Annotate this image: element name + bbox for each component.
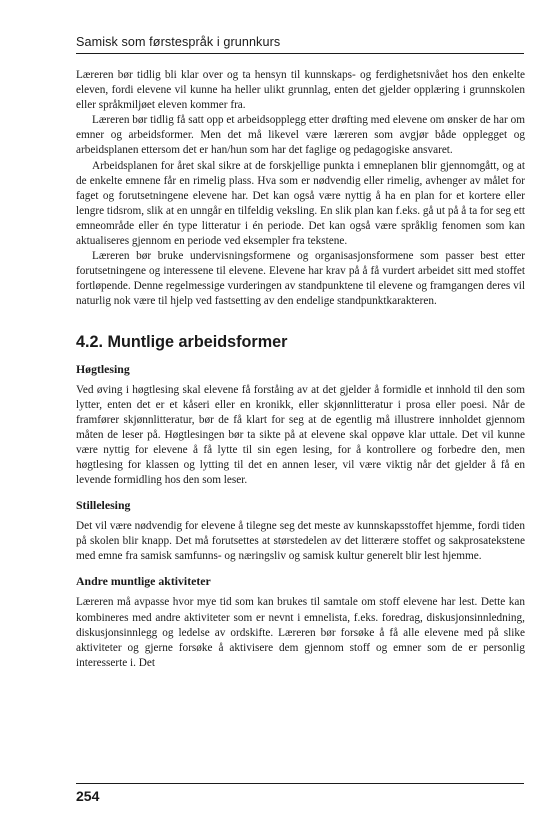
subsection-paragraph-hogtlesing: Ved øving i høgtlesing skal elevene få forståing av at det gjelder å formidle et innhold til den som lytter, enten det er et kåseri eller en kronikk, eller skjønnlitteratur i prosa eller poesi. Når de framfører skjønnlitteratur, bør de få klart for seg at de egentlig må illustrere innholdet gjennom måten de leser på. Høgtlesingen bør ta sikte på at elevene skal oppøve klar uttale. Det vil kunne være nyttig for elevene å få lytte til sin egen lesing, for å kontrollere og forbedre den, men høgtlesing for klassen og lytting til det en annen leser, vil være viktig når det gjelder å få en levende formidling hos den som leser. — [76, 383, 525, 487]
subsection-heading-andre-aktiviteter: Andre muntlige aktiviteter — [76, 574, 211, 589]
intro-paragraph: Arbeidsplanen for året skal sikre at de forskjellige punkta i emneplanen blir gjennomgått, og at de enkelte emnene får en rimelig plass. Hva som er nødvendig eller rimelig, avhenger av målet for faget og forutsetningene elevene har. Det kan også være nyttig å ha en plan for et kortere eller lengre tidsrom, slik at en unngår en tilfeldig veksling. En slik plan kan f.eks. gå ut på å ta for seg ett emneområde eller én type litteratur i én periode. Det kan også være språklig fenomen som kan aktualiseres gjennom en periode ved eksempler fra tekstene. — [76, 159, 525, 248]
intro-paragraph: Læreren bør tidlig få satt opp et arbeidsopplegg etter drøfting med elevene om ønsker de har om emner og arbeidsformer. Men det må likevel være læreren som avgjør både opplegget og arbeidsplanen ettersom det er han/hun som har det faglige og pedagogiske ansvaret. — [76, 114, 525, 157]
page-body — [76, 68, 525, 671]
header-rule — [76, 53, 524, 54]
intro-paragraph: Læreren bør bruke undervisningsformene og organisasjonsformene som passer best etter forutsetningene og interessene til elevene. Elevene har krav på å få vurdert arbeidet sitt med stoffet fortløpende. Denne regelmessige vurderingen av standpunktene til elevene og framgangen deres vil naturlig nok være til hjelp ved fastsetting av den endelige standpunktkarakteren. — [76, 250, 525, 308]
section-heading: 4.2. Muntlige arbeidsformer — [76, 332, 288, 351]
intro-paragraph: Læreren bør tidlig bli klar over og ta hensyn til kunnskaps- og ferdighetsnivået hos den enkelte eleven, fordi elevene vil kunne ha heller ulikt grunnlag, enten det gjelder opplæring i grunnskolen eller språkmiljøet eleven kommer fra. — [76, 69, 525, 112]
subsection-paragraph-andre-aktiviteter: Læreren må avpasse hvor mye tid som kan brukes til samtale om stoff elevene har lest. Dette kan kombineres med andre aktiviteter som er nevnt i emnelista, f.eks. foredrag, diskusjonsinnledning, diskusjonsinnlegg og ledelse av ordskifte. Læreren bør forsøke å få alle elevene med på slike aktiviteter og gjerne forsøke å aktivisere dem gjennom stoff og emner som de er personlig interesserte i. Det — [76, 596, 525, 669]
subsection-heading-hogtlesing: Høgtlesing — [76, 361, 130, 376]
page-number: 254 — [76, 788, 100, 804]
running-head: Samisk som førstespråk i grunnkurs — [76, 35, 281, 49]
footer-rule — [76, 783, 524, 784]
subsection-paragraph-stillelesing: Det vil være nødvendig for elevene å tilegne seg det meste av kunnskapsstoffet hjemme, fordi tiden på skolen blir knapp. Det må forutsettes at størstedelen av det litterære stoffet og sakprosatekstene med emne fra samisk samfunns- og næringsliv og samisk kultur generelt blir lest hjemme. — [76, 520, 525, 563]
subsection-heading-stillelesing: Stillelesing — [76, 498, 131, 513]
